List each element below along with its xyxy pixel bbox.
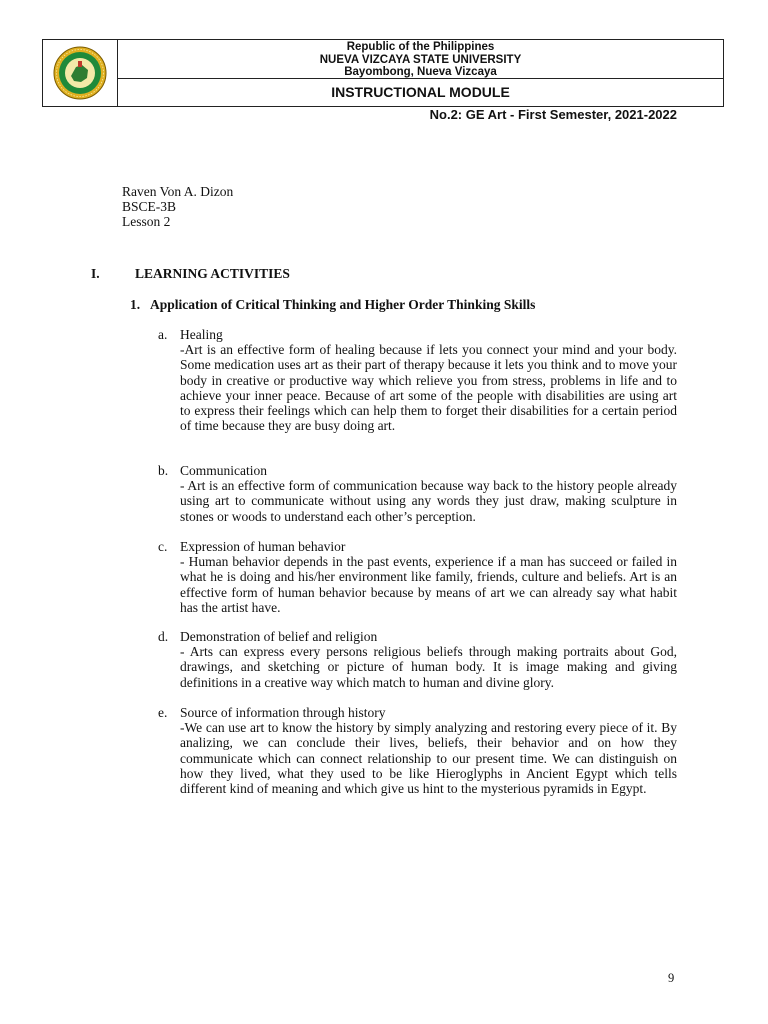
- section-title: LEARNING ACTIVITIES: [135, 266, 290, 281]
- item-letter: b.: [158, 463, 169, 478]
- module-subject: No.2: GE Art - First Semester, 2021-2022: [429, 107, 677, 122]
- section-heading: [91, 266, 290, 281]
- list-item: [158, 327, 677, 433]
- subsection-heading: [130, 297, 535, 312]
- item-title: Communication: [180, 463, 267, 478]
- subsection-number: 1.: [130, 297, 141, 312]
- subsection-title: Application of Critical Thinking and Higher Order Thinking Skills: [150, 297, 536, 312]
- republic-line: Republic of the Philippines: [346, 41, 495, 53]
- section-number: I.: [91, 266, 100, 281]
- item-title: Expression of human behavior: [180, 539, 346, 554]
- student-name: Raven Von A. Dizon: [122, 184, 234, 199]
- university-info: [118, 40, 723, 79]
- student-info: [122, 184, 233, 230]
- item-letter: a.: [158, 327, 168, 342]
- page-number: 9: [668, 971, 675, 985]
- module-title: INSTRUCTIONAL MODULE: [331, 84, 510, 100]
- list-item: [158, 463, 677, 524]
- item-body: - Arts can express every persons religious beliefs through making portraits about God, drawings, and sketching or picture of human body. It is image making and giving definitions in a creative way which match to human and divine glory.: [180, 644, 677, 690]
- lesson-label: Lesson 2: [122, 214, 171, 230]
- item-letter: c.: [158, 539, 168, 554]
- item-title: Demonstration of belief and religion: [180, 629, 378, 644]
- item-body: -We can use art to know the history by simply analyzing and restoring every piece of it. By analizing, we can conclude their lives, beliefs, their behavior and on how they communicate which can connect relationship to our present time. We can distinguish on how they lived, what they used to be like Hieroglyphs in Ancient Egypt which tells different kind of meaning and which give us hint to the mysterious pyramids in Egypt.: [180, 720, 677, 797]
- item-title: Source of information through history: [180, 705, 386, 720]
- university-seal-icon: [52, 45, 108, 101]
- item-title: Healing: [180, 327, 223, 342]
- item-letter: e.: [158, 705, 168, 720]
- student-section: BSCE-3B: [122, 199, 177, 215]
- university-address: Bayombong, Nueva Vizcaya: [344, 66, 497, 78]
- list-item: [158, 629, 677, 690]
- module-header: [42, 39, 724, 107]
- university-name: NUEVA VIZCAYA STATE UNIVERSITY: [319, 53, 522, 66]
- logo-cell: [43, 40, 118, 106]
- item-body: - Art is an effective form of communication because way back to the history people already using art to communicate without using any words they just draw, making sculpture in stones or woods to understand each other’s perception.: [180, 478, 677, 524]
- item-body: - Human behavior depends in the past events, experience if a man has succeed or failed in what he is doing and his/her environment like family, friends, culture and beliefs. Art is an effective form of human behavior because by means of art we can already say what habit has the artist have.: [180, 554, 677, 615]
- item-letter: d.: [158, 629, 169, 644]
- item-body: -Art is an effective form of healing because if lets you connect your mind and your body. Some medication uses art as their part of therapy because it lets you think and to move your body in creative or productive way which relieve you from stress, problems in life and to achieve your inner peace. Because of art some of the people with disabilities are using art to express their feelings which can help them to forget their disabilities for a certain period of time because they are busy doing art.: [180, 342, 677, 434]
- list-item: [158, 705, 677, 796]
- list-item: [158, 539, 677, 615]
